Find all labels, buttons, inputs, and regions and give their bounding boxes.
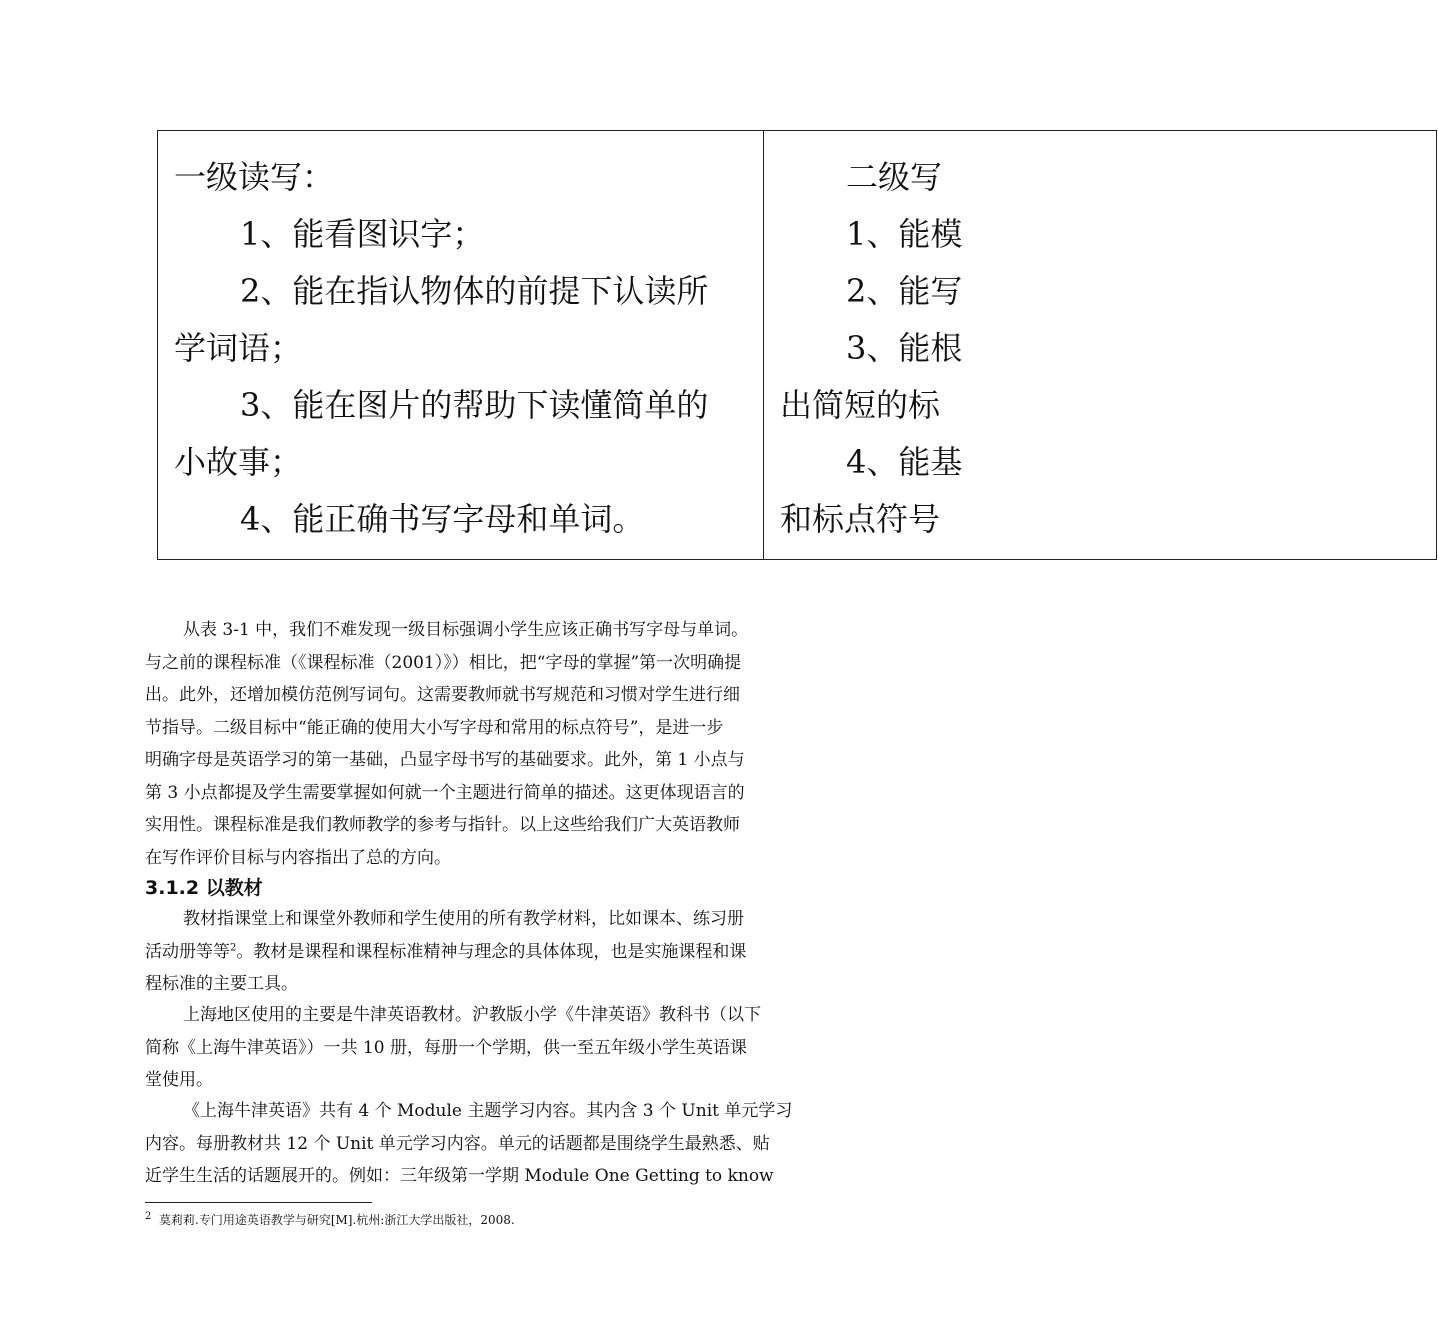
level-1-item-cont: 小故事； xyxy=(174,443,303,481)
text-line: 与之前的课程标准（《课程标准（2001）》）相比，把“字母的掌握”第一次明确提 xyxy=(145,652,742,673)
section-heading: 3.1.2 以教材 xyxy=(145,877,263,899)
text-line: 实用性。课程标准是我们教师教学的参考与指针。以上这些给我们广大英语教师 xyxy=(145,815,740,835)
comparison-table xyxy=(157,130,1437,560)
level-2-item: 3、能根 xyxy=(846,329,963,367)
level-2-item: 4、能基 xyxy=(846,443,963,481)
footnote xyxy=(145,1210,515,1230)
text-line: 第 3 小点都提及学生需要掌握如何就一个主题进行简单的描述。这更体现语言的 xyxy=(145,782,745,803)
level-2-item: 1、能模 xyxy=(846,215,963,253)
text-line: 程标准的主要工具。 xyxy=(145,974,298,994)
paragraph-shanghai-textbook xyxy=(145,999,807,1097)
level-1-item: 1、能看图识字； xyxy=(240,215,485,253)
text-line: 近学生生活的话题展开的。例如：三年级第一学期 Module One Getting to know xyxy=(145,1166,774,1186)
text-segment: 。教材是课程和课程标准精神与理念的具体体现，也是实施课程和课 xyxy=(236,941,747,962)
text-line: 堂使用。 xyxy=(145,1070,213,1090)
text-line: 上海地区使用的主要是牛津英语教材。沪教版小学《牛津英语》教科书（以下 xyxy=(183,1005,761,1025)
text-line xyxy=(145,936,807,969)
level-2-item-cont: 和标点符号 xyxy=(780,500,941,538)
text-line: 在写作评价目标与内容指出了总的方向。 xyxy=(145,847,451,868)
footnote-ref[interactable]: 2 xyxy=(230,941,237,953)
paragraph-modules xyxy=(145,1095,807,1193)
text-line: 教材指课堂上和课堂外教师和学生使用的所有教学材料，比如课本、练习册 xyxy=(183,909,744,929)
text-line: 《上海牛津英语》共有 4 个 Module 主题学习内容。其内含 3 个 Unit 单元学习 xyxy=(183,1101,793,1121)
level-2-item: 2、能写 xyxy=(846,272,963,310)
paragraph-textbook-definition xyxy=(145,903,807,1001)
level-1-item-cont: 学词语； xyxy=(174,329,303,367)
footnote-text: 莫莉莉.专门用途英语教学与研究[M].杭州:浙江大学出版社，2008. xyxy=(159,1213,515,1227)
paragraph-analysis xyxy=(145,614,807,874)
footnote-mark: 2 xyxy=(145,1211,152,1222)
text-line: 从表 3-1 中，我们不难发现一级目标强调小学生应该正确书写字母与单词。 xyxy=(183,620,749,640)
table-cell-level-2 xyxy=(764,131,1438,559)
text-line: 明确字母是英语学习的第一基础，凸显字母书写的基础要求。此外，第 1 小点与 xyxy=(145,750,745,770)
level-1-item: 2、能在指认物体的前提下认读所 xyxy=(240,272,709,310)
level-1-item: 4、能正确书写字母和单词。 xyxy=(240,500,645,538)
level-1-title: 一级读写： xyxy=(174,158,335,196)
footnote-divider xyxy=(145,1202,372,1203)
level-2-item-cont: 出简短的标 xyxy=(780,386,941,424)
text-line: 简称《上海牛津英语》）一共 10 册，每册一个学期，供一至五年级小学生英语课 xyxy=(145,1037,747,1058)
table-cell-level-1 xyxy=(158,131,764,559)
comparison-table-viewport xyxy=(157,130,963,562)
level-1-item: 3、能在图片的帮助下读懂简单的 xyxy=(240,386,709,424)
text-segment: 活动册等等 xyxy=(145,941,230,962)
text-line: 节指导。二级目标中“能正确的使用大小写字母和常用的标点符号”，是进一步 xyxy=(145,717,724,738)
text-line: 出。此外，还增加模仿范例写词句。这需要教师就书写规范和习惯对学生进行细 xyxy=(145,685,740,705)
level-2-title: 二级写 xyxy=(846,158,943,196)
text-line: 内容。每册教材共 12 个 Unit 单元学习内容。单元的话题都是围绕学生最熟悉、贴 xyxy=(145,1133,770,1154)
